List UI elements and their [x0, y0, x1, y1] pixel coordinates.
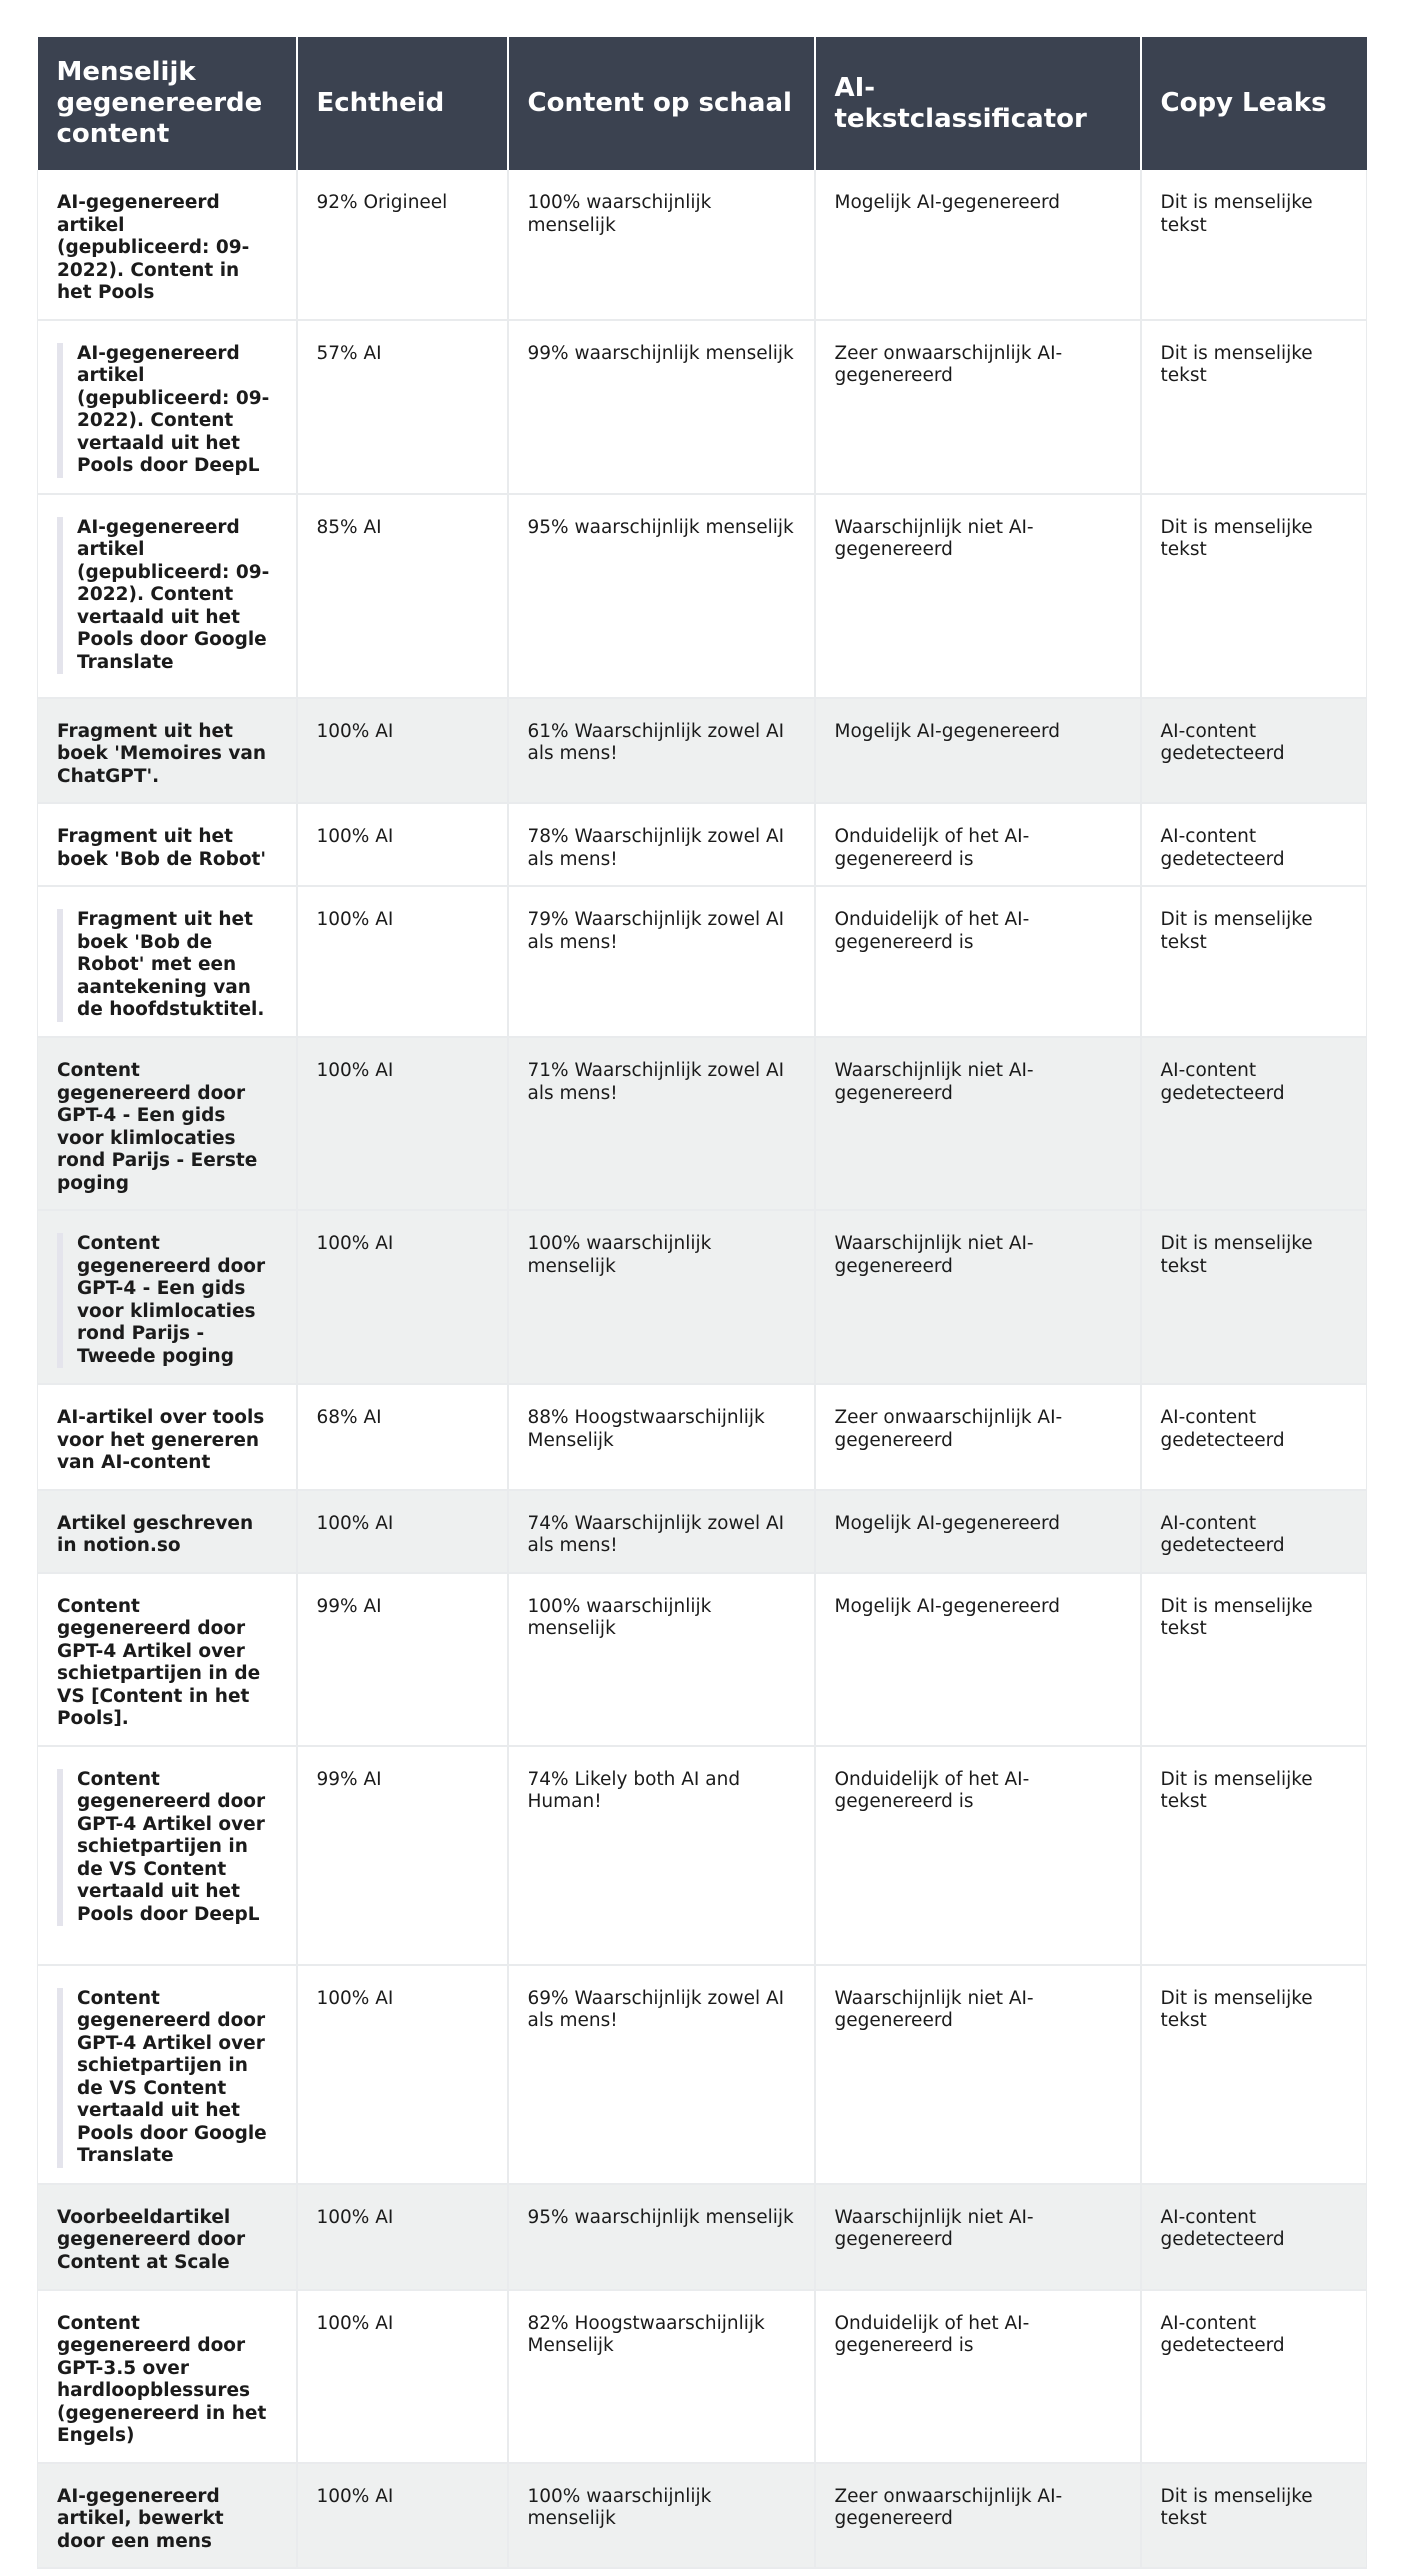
cell-authenticity: 100% AI [297, 1210, 508, 1384]
row-label: Artikel geschreven in notion.so [38, 1490, 297, 1573]
row-label [38, 494, 297, 698]
table-row [38, 494, 1367, 698]
cell-copy-leaks: Dit is menselijke tekst [1141, 1965, 1367, 2184]
row-label [38, 320, 297, 494]
table-row [38, 1490, 1367, 1573]
row-label [38, 1965, 297, 2184]
sub-row-label: Fragment uit het boek 'Bob de Robot' met een aantekening van de hoofdstuktitel. [57, 909, 277, 1022]
row-label: Voorbeeldartikel gegenereerd door Content at Scale [38, 2184, 297, 2290]
cell-authenticity: 100% AI [297, 886, 508, 1037]
cell-content-at-scale: 100% waarschijnlijk menselijk [508, 2463, 815, 2569]
cell-ai-text-classifier: Zeer onwaarschijnlijk AI-gegenereerd [815, 2463, 1141, 2569]
cell-content-at-scale: 69% Waarschijnlijk zowel AI als mens! [508, 1965, 815, 2184]
row-label: Content gegenereerd door GPT-4 Artikel over schietpartijen in de VS [Content in het Pools]. [38, 1573, 297, 1746]
header-ai-text-classifier: AI-tekstclassificator [815, 37, 1141, 170]
sub-row-label: Content gegenereerd door GPT-4 - Een gids voor klimlocaties rond Parijs - Tweede poging [57, 1233, 277, 1368]
table-row [38, 803, 1367, 886]
comparison-table [37, 37, 1367, 2569]
cell-content-at-scale: 74% Waarschijnlijk zowel AI als mens! [508, 1490, 815, 1573]
row-label [38, 886, 297, 1037]
header-row [38, 37, 1367, 170]
cell-ai-text-classifier: Onduidelijk of het AI-gegenereerd is [815, 886, 1141, 1037]
table-row [38, 320, 1367, 494]
cell-content-at-scale: 82% Hoogstwaarschijnlijk Menselijk [508, 2290, 815, 2463]
cell-ai-text-classifier: Mogelijk AI-gegenereerd [815, 170, 1141, 320]
cell-ai-text-classifier: Mogelijk AI-gegenereerd [815, 698, 1141, 804]
cell-authenticity: 100% AI [297, 1037, 508, 1210]
header-authenticity: Echtheid [297, 37, 508, 170]
cell-authenticity: 85% AI [297, 494, 508, 698]
cell-ai-text-classifier: Waarschijnlijk niet AI-gegenereerd [815, 1965, 1141, 2184]
cell-copy-leaks: AI-content gedetecteerd [1141, 1037, 1367, 1210]
table-row [38, 698, 1367, 804]
cell-authenticity: 100% AI [297, 803, 508, 886]
table-row [38, 1384, 1367, 1490]
cell-copy-leaks: AI-content gedetecteerd [1141, 698, 1367, 804]
sub-row-label: Content gegenereerd door GPT-4 Artikel over schietpartijen in de VS Content vertaald uit het Pools door Google Translate [57, 1988, 277, 2168]
cell-content-at-scale: 99% waarschijnlijk menselijk [508, 320, 815, 494]
cell-content-at-scale: 61% Waarschijnlijk zowel AI als mens! [508, 698, 815, 804]
table-row [38, 2463, 1367, 2569]
table-row [38, 1210, 1367, 1384]
cell-ai-text-classifier: Onduidelijk of het AI-gegenereerd is [815, 2290, 1141, 2463]
cell-authenticity: 92% Origineel [297, 170, 508, 320]
cell-authenticity: 100% AI [297, 1965, 508, 2184]
cell-content-at-scale: 95% waarschijnlijk menselijk [508, 494, 815, 698]
cell-authenticity: 99% AI [297, 1746, 508, 1965]
cell-copy-leaks: Dit is menselijke tekst [1141, 886, 1367, 1037]
row-label: Content gegenereerd door GPT-4 - Een gids voor klimlocaties rond Parijs - Eerste poging [38, 1037, 297, 1210]
cell-ai-text-classifier: Waarschijnlijk niet AI-gegenereerd [815, 2184, 1141, 2290]
cell-ai-text-classifier: Zeer onwaarschijnlijk AI-gegenereerd [815, 1384, 1141, 1490]
row-label [38, 1746, 297, 1965]
row-label: Content gegenereerd door GPT-3.5 over hardloopblessures (gegenereerd in het Engels) [38, 2290, 297, 2463]
table-row [38, 2184, 1367, 2290]
cell-content-at-scale: 79% Waarschijnlijk zowel AI als mens! [508, 886, 815, 1037]
table-row [38, 2290, 1367, 2463]
cell-copy-leaks: Dit is menselijke tekst [1141, 1746, 1367, 1965]
row-label: AI-artikel over tools voor het genereren van AI-content [38, 1384, 297, 1490]
cell-ai-text-classifier: Mogelijk AI-gegenereerd [815, 1490, 1141, 1573]
cell-authenticity: 100% AI [297, 698, 508, 804]
table-row [38, 1037, 1367, 1210]
cell-ai-text-classifier: Mogelijk AI-gegenereerd [815, 1573, 1141, 1746]
cell-ai-text-classifier: Waarschijnlijk niet AI-gegenereerd [815, 494, 1141, 698]
cell-authenticity: 68% AI [297, 1384, 508, 1490]
cell-copy-leaks: AI-content gedetecteerd [1141, 1490, 1367, 1573]
row-label: AI-gegenereerd artikel, bewerkt door een mens [38, 2463, 297, 2569]
cell-content-at-scale: 78% Waarschijnlijk zowel AI als mens! [508, 803, 815, 886]
cell-copy-leaks: AI-content gedetecteerd [1141, 2184, 1367, 2290]
table-row [38, 1965, 1367, 2184]
table-row [38, 1746, 1367, 1965]
cell-content-at-scale: 100% waarschijnlijk menselijk [508, 170, 815, 320]
cell-authenticity: 100% AI [297, 2290, 508, 2463]
cell-ai-text-classifier: Zeer onwaarschijnlijk AI-gegenereerd [815, 320, 1141, 494]
cell-copy-leaks: Dit is menselijke tekst [1141, 494, 1367, 698]
row-label [38, 1210, 297, 1384]
cell-ai-text-classifier: Onduidelijk of het AI-gegenereerd is [815, 1746, 1141, 1965]
header-content: Menselijk gegenereerde content [38, 37, 297, 170]
cell-authenticity: 57% AI [297, 320, 508, 494]
cell-authenticity: 100% AI [297, 2463, 508, 2569]
cell-copy-leaks: Dit is menselijke tekst [1141, 320, 1367, 494]
table-row [38, 886, 1367, 1037]
row-label: AI-gegenereerd artikel (gepubliceerd: 09-2022). Content in het Pools [38, 170, 297, 320]
header-content-at-scale: Content op schaal [508, 37, 815, 170]
cell-copy-leaks: Dit is menselijke tekst [1141, 2463, 1367, 2569]
cell-content-at-scale: 88% Hoogstwaarschijnlijk Menselijk [508, 1384, 815, 1490]
cell-copy-leaks: AI-content gedetecteerd [1141, 2290, 1367, 2463]
cell-authenticity: 100% AI [297, 2184, 508, 2290]
cell-content-at-scale: 71% Waarschijnlijk zowel AI als mens! [508, 1037, 815, 1210]
row-label: Fragment uit het boek 'Bob de Robot' [38, 803, 297, 886]
comparison-table-wrapper [37, 37, 1366, 2569]
cell-content-at-scale: 100% waarschijnlijk menselijk [508, 1573, 815, 1746]
cell-content-at-scale: 95% waarschijnlijk menselijk [508, 2184, 815, 2290]
table-row [38, 170, 1367, 320]
cell-content-at-scale: 74% Likely both AI and Human! [508, 1746, 815, 1965]
cell-authenticity: 100% AI [297, 1490, 508, 1573]
cell-copy-leaks: Dit is menselijke tekst [1141, 1573, 1367, 1746]
header-copy-leaks: Copy Leaks [1141, 37, 1367, 170]
table-row [38, 1573, 1367, 1746]
sub-row-label: AI-gegenereerd artikel (gepubliceerd: 09-2022). Content vertaald uit het Pools door DeepL [57, 343, 277, 478]
cell-ai-text-classifier: Onduidelijk of het AI-gegenereerd is [815, 803, 1141, 886]
cell-copy-leaks: AI-content gedetecteerd [1141, 1384, 1367, 1490]
row-label: Fragment uit het boek 'Memoires van ChatGPT'. [38, 698, 297, 804]
cell-copy-leaks: Dit is menselijke tekst [1141, 1210, 1367, 1384]
cell-content-at-scale: 100% waarschijnlijk menselijk [508, 1210, 815, 1384]
cell-copy-leaks: AI-content gedetecteerd [1141, 803, 1367, 886]
cell-authenticity: 99% AI [297, 1573, 508, 1746]
sub-row-label: Content gegenereerd door GPT-4 Artikel over schietpartijen in de VS Content vertaald uit het Pools door DeepL [57, 1769, 277, 1927]
cell-ai-text-classifier: Waarschijnlijk niet AI-gegenereerd [815, 1037, 1141, 1210]
cell-copy-leaks: Dit is menselijke tekst [1141, 170, 1367, 320]
sub-row-label: AI-gegenereerd artikel (gepubliceerd: 09-2022). Content vertaald uit het Pools door Google Translate [57, 517, 277, 675]
cell-ai-text-classifier: Waarschijnlijk niet AI-gegenereerd [815, 1210, 1141, 1384]
